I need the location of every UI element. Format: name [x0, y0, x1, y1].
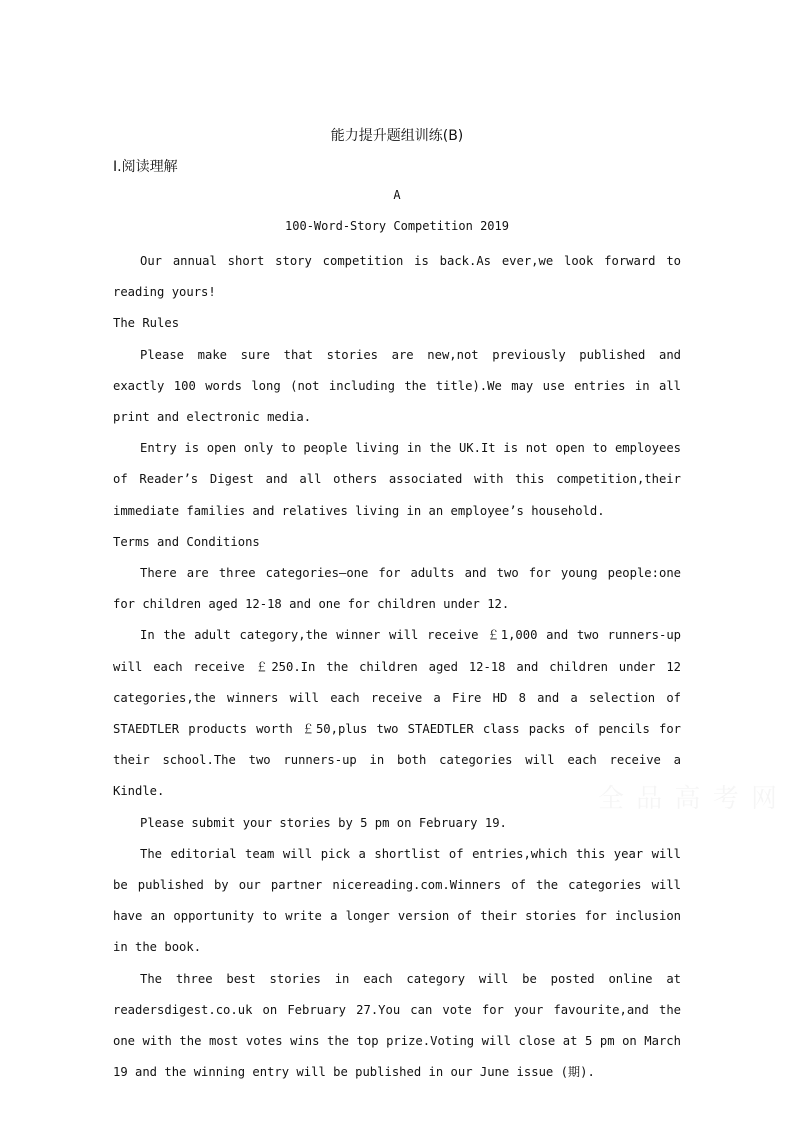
paragraph: Our annual short story competition is back.As ever,we look forward to reading yours!: [113, 254, 681, 300]
paragraph: In the adult category,the winner will receive ￡1,000 and two runners-up will each receive ￡250.In the children aged 12-18 and children under 12 categories,the winners will each receive a Fire HD 8 and a selection of STAEDTLER products worth ￡50,plus two STAEDTLER class packs of pencils for their school.The two runners-up in both categories will each receive a Kindle.: [113, 628, 681, 799]
subheading-terms: Terms and Conditions: [113, 534, 260, 549]
passage-body: [113, 246, 681, 1088]
paragraph: The three best stories in each category will be posted online at readersdigest.co.uk on February 27.You can vote for your favourite,and the one with the most votes wins the top prize.Voting will close at 5 pm on March 19 and the winning entry will be published in our June issue (期).: [113, 971, 681, 1080]
paragraph: Please submit your stories by 5 pm on February 19.: [140, 815, 507, 830]
paragraph: Please make sure that stories are new,not previously published and exactly 100 words long (not including the title).We may use entries in all print and electronic media.: [113, 347, 681, 425]
watermark: [598, 778, 779, 815]
paragraph: Entry is open only to people living in the UK.It is not open to employees of Reader’s Digest and all others associated with this competition,their immediate families and relatives living in an employee’s household.: [113, 441, 681, 518]
page-title: 能力提升题组训练(B): [330, 128, 464, 144]
part-label: A: [393, 188, 401, 202]
section-heading: Ⅰ.阅读理解: [113, 159, 178, 175]
paragraph: The editorial team will pick a shortlist of entries,which this year will be published by our partner nicereading.com.Winners of the categories will have an opportunity to write a longer version of their stories for inclusion in the book.: [113, 846, 681, 955]
passage-title: 100-Word-Story Competition 2019: [285, 219, 509, 233]
subheading-rules: The Rules: [113, 316, 180, 331]
paragraph: There are three categories—one for adults and two for young people:one for children aged 12-18 and one for children under 12.: [113, 566, 681, 612]
